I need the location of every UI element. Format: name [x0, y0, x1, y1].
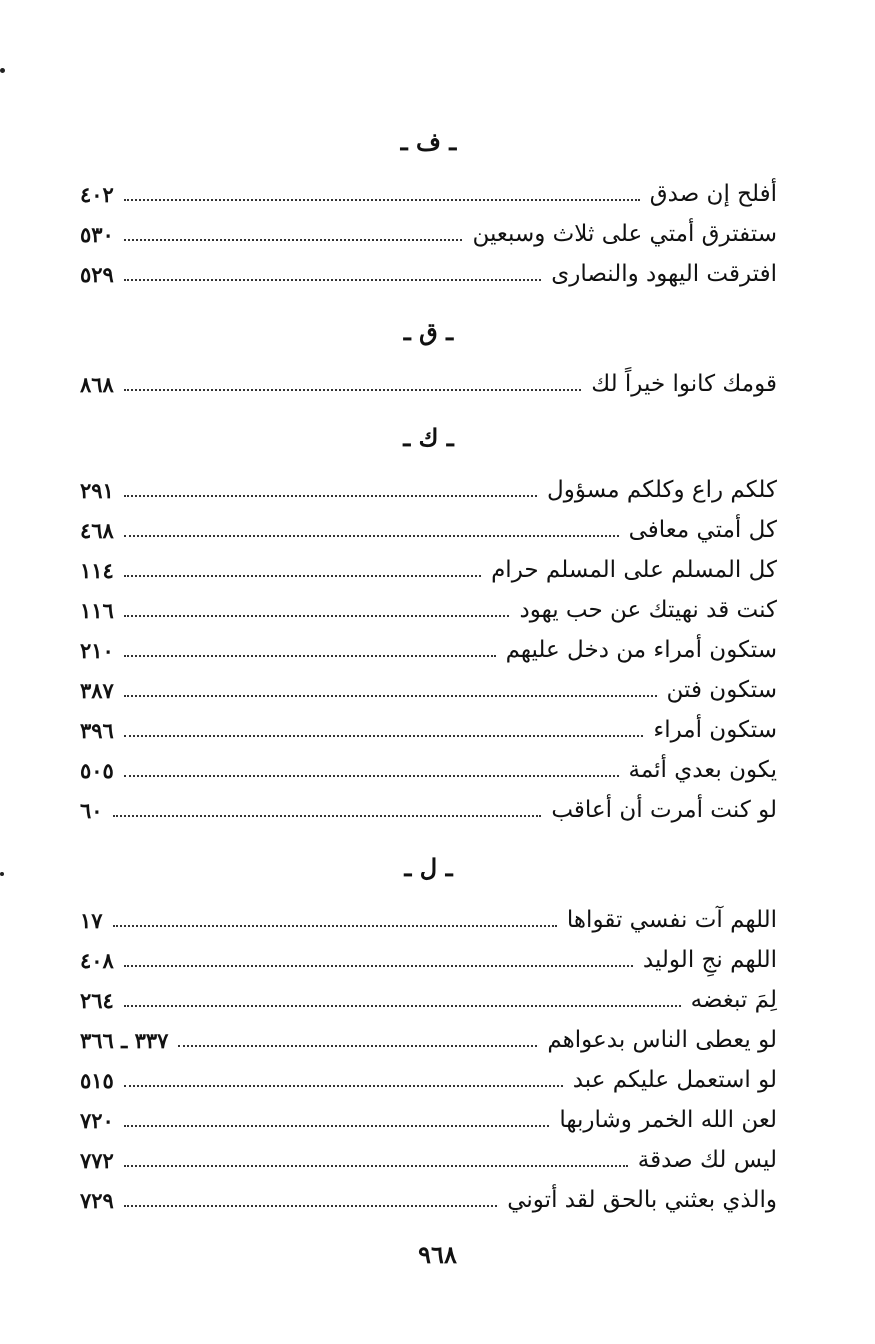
- entry-text: ستكون أمراء من دخل عليهم: [505, 637, 777, 663]
- index-entry: [80, 1100, 777, 1140]
- leader-dots: [124, 279, 541, 281]
- leader-dots: [124, 575, 481, 577]
- section-fa: [80, 122, 777, 294]
- section-qaf: [80, 312, 777, 404]
- entry-pages: ٣٣٧ ـ ٣٦٦: [80, 1027, 169, 1053]
- entry-pages: ٤٠٨: [80, 947, 114, 973]
- index-entry: [80, 174, 777, 214]
- entry-text: اللهم آت نفسي تقواها: [566, 907, 777, 933]
- entry-text: افترقت اليهود والنصارى: [551, 261, 777, 287]
- entry-text: اللهم نجِ الوليد: [642, 947, 777, 973]
- scan-speck: [0, 68, 5, 73]
- entry-text: لو كنت أمرت أن أعاقب: [551, 797, 777, 823]
- section-lam: [80, 848, 777, 1220]
- entry-pages: ٥١٥: [80, 1067, 114, 1093]
- entry-pages: ٥٢٩: [80, 261, 114, 287]
- entry-text: لعن الله الخمر وشاربها: [559, 1107, 777, 1133]
- index-entry: [80, 214, 777, 254]
- index-entry: [80, 630, 777, 670]
- leader-dots: [124, 1125, 550, 1127]
- index-entry: [80, 1060, 777, 1100]
- index-entry: [80, 790, 777, 830]
- entry-pages: ٢٦٤: [80, 987, 114, 1013]
- index-entry: [80, 1140, 777, 1180]
- page-number: ٩٦٨: [418, 1240, 457, 1269]
- section-title: ـ ق ـ: [403, 317, 454, 346]
- index-entry: [80, 940, 777, 980]
- leader-dots: [113, 925, 557, 927]
- index-entry: [80, 364, 777, 404]
- leader-dots: [124, 1165, 628, 1167]
- entry-text: كنت قد نهيتك عن حب يهود: [519, 597, 777, 623]
- entry-pages: ١١٤: [80, 557, 114, 583]
- entry-text: ليس لك صدقة: [637, 1147, 777, 1173]
- index-entry: [80, 510, 777, 550]
- index-entry: [80, 750, 777, 790]
- entry-text: لو يعطى الناس بدعواهم: [547, 1027, 777, 1053]
- index-entry: [80, 1180, 777, 1220]
- index-entry: [80, 670, 777, 710]
- entry-pages: ٨٦٨: [80, 371, 114, 397]
- section-title: ـ ك ـ: [403, 423, 454, 452]
- entry-pages: ٧٢٩: [80, 1187, 114, 1213]
- index-entry: [80, 980, 777, 1020]
- entry-text: لو استعمل عليكم عبد: [572, 1067, 777, 1093]
- leader-dots: [124, 199, 640, 201]
- index-entry: [80, 1020, 777, 1060]
- entry-text: كلكم راع وكلكم مسؤول: [547, 477, 777, 503]
- scan-speck: [0, 872, 4, 876]
- index-entry: [80, 550, 777, 590]
- leader-dots: [124, 495, 537, 497]
- entry-pages: ٥٣٠: [80, 221, 114, 247]
- entry-pages: ٥٠٥: [80, 757, 114, 783]
- entry-text: ستفترق أمتي على ثلاث وسبعين: [472, 221, 777, 247]
- leader-dots: [124, 1085, 563, 1087]
- leader-dots: [124, 535, 619, 537]
- leader-dots: [124, 735, 644, 737]
- leader-dots: [113, 815, 542, 817]
- entry-text: أفلح إن صدق: [649, 181, 777, 207]
- leader-dots: [124, 1205, 497, 1207]
- leader-dots: [124, 695, 657, 697]
- entry-text: يكون بعدي أئمة: [628, 757, 777, 783]
- entry-pages: ٤٠٢: [80, 181, 114, 207]
- section-kaf: [80, 418, 777, 830]
- index-entry: [80, 470, 777, 510]
- entry-pages: ٧٧٢: [80, 1147, 114, 1173]
- entry-pages: ٢٩١: [80, 477, 114, 503]
- leader-dots: [124, 1005, 681, 1007]
- leader-dots: [124, 965, 633, 967]
- entry-text: والذي بعثني بالحق لقد أتوني: [507, 1187, 777, 1213]
- index-entry: [80, 254, 777, 294]
- leader-dots: [124, 389, 581, 391]
- entry-text: ستكون أمراء: [653, 717, 777, 743]
- entry-pages: ٢١٠: [80, 637, 114, 663]
- entry-text: قومك كانوا خيراً لك: [591, 371, 777, 397]
- entry-text: كل المسلم على المسلم حرام: [491, 557, 777, 583]
- section-title: ـ ل ـ: [404, 853, 453, 882]
- index-entry: [80, 590, 777, 630]
- entry-pages: ١١٦: [80, 597, 114, 623]
- entry-text: كل أمتي معافى: [628, 517, 777, 543]
- index-entry: [80, 900, 777, 940]
- entry-text: لِمَ تبغضه: [690, 987, 777, 1013]
- leader-dots: [124, 239, 463, 241]
- leader-dots: [124, 775, 619, 777]
- entry-text: ستكون فتن: [666, 677, 777, 703]
- section-title: ـ ف ـ: [400, 127, 457, 156]
- index-entry: [80, 710, 777, 750]
- leader-dots: [178, 1045, 537, 1047]
- entry-pages: ٣٩٦: [80, 717, 114, 743]
- entry-pages: ٧٢٠: [80, 1107, 114, 1133]
- entry-pages: ١٧: [80, 907, 103, 933]
- leader-dots: [124, 615, 510, 617]
- leader-dots: [124, 655, 496, 657]
- entry-pages: ٤٦٨: [80, 517, 114, 543]
- entry-pages: ٣٨٧: [80, 677, 114, 703]
- entry-pages: ٦٠: [80, 797, 103, 823]
